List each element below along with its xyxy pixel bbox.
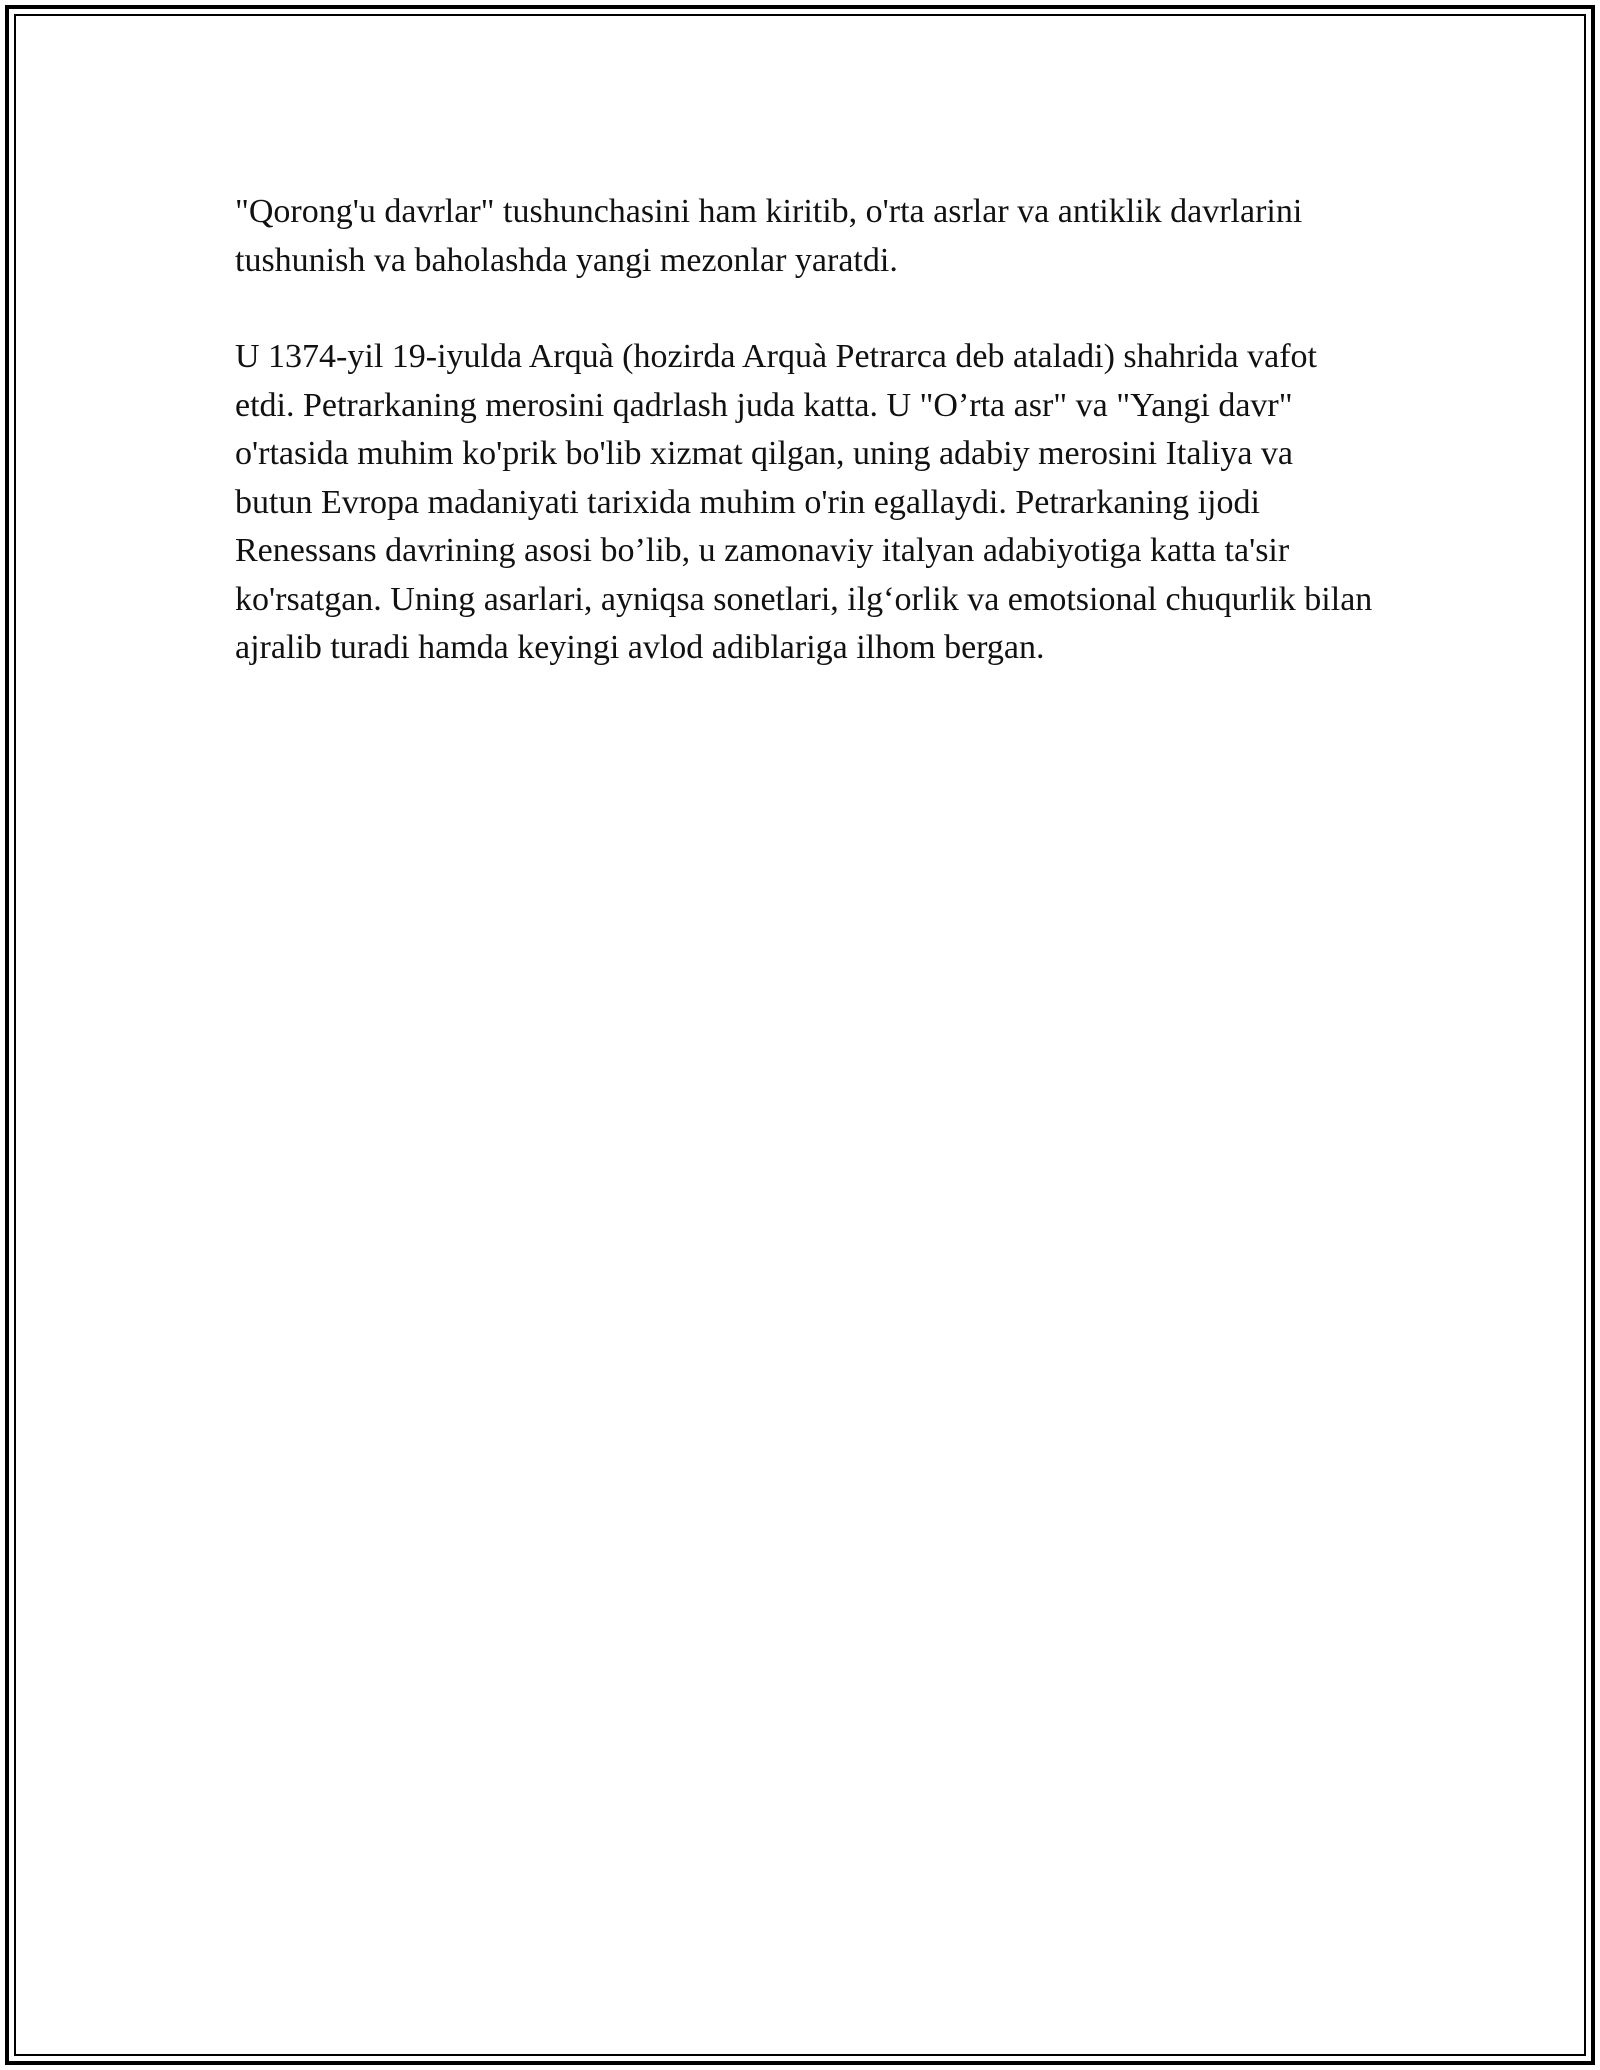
paragraph: U 1374-yil 19-iyulda Arquà (hozirda Arquà Petrarca deb ataladi) shahrida vafot etdi. Petrarkaning merosini qadrlash juda katta. U "O’rta asr" va "Yangi davr" o'rtasida muhim ko'prik bo'lib xizmat qilgan, uning adabiy merosini Italiya va butun Evropa madaniyati tarixida muhim o'rin egallaydi. Petrarkaning ijodi Renessans davrining asosi bo’lib, u zamonaviy italyan adabiyotiga katta ta'sir ko'rsatgan. Uning asarlari, ayniqsa sonetlari, ilg‘orlik va emotsional chuqurlik bilan ajralib turadi hamda keyingi avlod adiblariga ilhom bergan. bbox=[235, 338, 1373, 666]
document-body bbox=[235, 188, 1375, 673]
paragraph: "Qorong'u davrlar" tushunchasini ham kiritib, o'rta asrlar va antiklik davrlarini tushunish va baholashda yangi mezonlar yaratdi. bbox=[235, 193, 1303, 279]
